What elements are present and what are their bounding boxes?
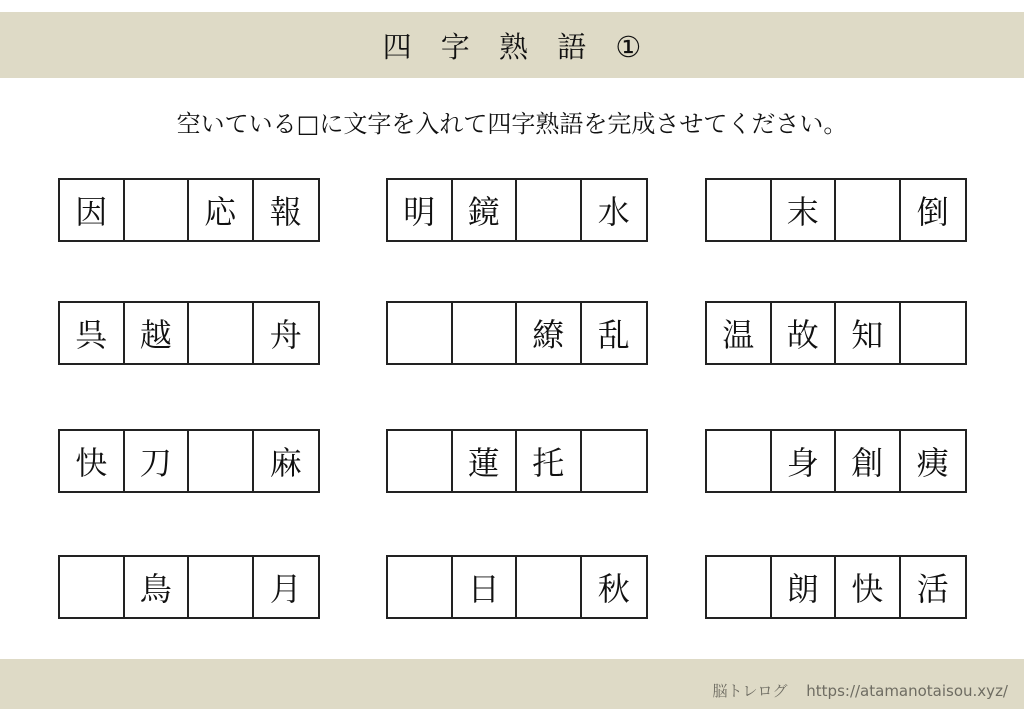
puzzle-6 xyxy=(705,301,967,365)
puzzle-cell: 乱 xyxy=(597,316,630,354)
puzzle-cell: 水 xyxy=(597,193,630,231)
puzzle-4 xyxy=(58,301,320,365)
page-title: 四 字 熟 語 ① xyxy=(382,29,652,64)
puzzle-cell: 秋 xyxy=(597,570,630,608)
puzzle-cell: 報 xyxy=(269,193,302,231)
puzzle-cell: 明 xyxy=(388,180,453,240)
puzzle-cell: 創 xyxy=(836,431,901,491)
puzzle-3 xyxy=(705,178,967,242)
puzzle-cell-blank xyxy=(836,180,901,240)
footer-band xyxy=(0,659,1024,709)
puzzle-cell-blank xyxy=(189,431,254,491)
puzzle-cell-blank xyxy=(388,557,453,617)
puzzle-cell: 舟 xyxy=(269,316,302,354)
puzzle-cell: 鳥 xyxy=(125,557,190,617)
puzzle-cell: 快 xyxy=(836,557,901,617)
puzzle-cell-blank xyxy=(707,557,772,617)
puzzle-cell-blank xyxy=(901,303,965,363)
puzzle-1 xyxy=(58,178,320,242)
footer-credit xyxy=(712,680,1008,701)
puzzle-12 xyxy=(705,555,967,619)
puzzle-5 xyxy=(386,301,648,365)
puzzle-cell-blank xyxy=(582,431,646,491)
puzzle-2 xyxy=(386,178,648,242)
site-url[interactable]: https://atamanotaisou.xyz/ xyxy=(806,682,1008,700)
puzzle-cell: 鏡 xyxy=(453,180,518,240)
puzzle-cell: 刀 xyxy=(125,431,190,491)
puzzle-cell: 故 xyxy=(772,303,837,363)
site-name: 脳トレログ xyxy=(712,682,788,700)
puzzle-cell-blank xyxy=(125,180,190,240)
puzzle-cell: 応 xyxy=(189,180,254,240)
puzzle-cell: 朗 xyxy=(772,557,837,617)
puzzle-cell: 活 xyxy=(916,570,949,608)
puzzle-cell: 蓮 xyxy=(453,431,518,491)
puzzle-cell: 繚 xyxy=(517,303,582,363)
puzzle-11 xyxy=(386,555,648,619)
puzzle-cell-blank xyxy=(707,431,772,491)
puzzle-cell-blank xyxy=(453,303,518,363)
instruction-text: 空いている□に文字を入れて四字熟語を完成させてください。 xyxy=(176,110,848,138)
puzzle-cell-blank xyxy=(517,557,582,617)
puzzle-cell: 知 xyxy=(836,303,901,363)
puzzle-cell: 倒 xyxy=(916,193,949,231)
puzzle-cell: 痍 xyxy=(916,444,949,482)
puzzle-cell: 温 xyxy=(707,303,772,363)
puzzle-cell: 托 xyxy=(517,431,582,491)
puzzle-cell-blank xyxy=(707,180,772,240)
puzzle-cell-blank xyxy=(388,303,453,363)
puzzle-cell-blank xyxy=(189,303,254,363)
puzzle-8 xyxy=(386,429,648,493)
puzzle-cell-blank xyxy=(60,557,125,617)
puzzle-cell: 越 xyxy=(125,303,190,363)
puzzle-cell: 麻 xyxy=(269,444,302,482)
puzzle-cell-blank xyxy=(189,557,254,617)
puzzle-cell-blank xyxy=(517,180,582,240)
puzzle-cell: 月 xyxy=(269,570,302,608)
puzzle-cell: 呉 xyxy=(60,303,125,363)
puzzle-cell: 末 xyxy=(772,180,837,240)
puzzle-cell-blank xyxy=(388,431,453,491)
puzzle-cell: 快 xyxy=(60,431,125,491)
puzzle-cell: 身 xyxy=(772,431,837,491)
puzzle-cell: 因 xyxy=(60,180,125,240)
puzzle-10 xyxy=(58,555,320,619)
header-band xyxy=(0,12,1024,78)
puzzle-7 xyxy=(58,429,320,493)
puzzle-9 xyxy=(705,429,967,493)
puzzle-cell: 日 xyxy=(453,557,518,617)
